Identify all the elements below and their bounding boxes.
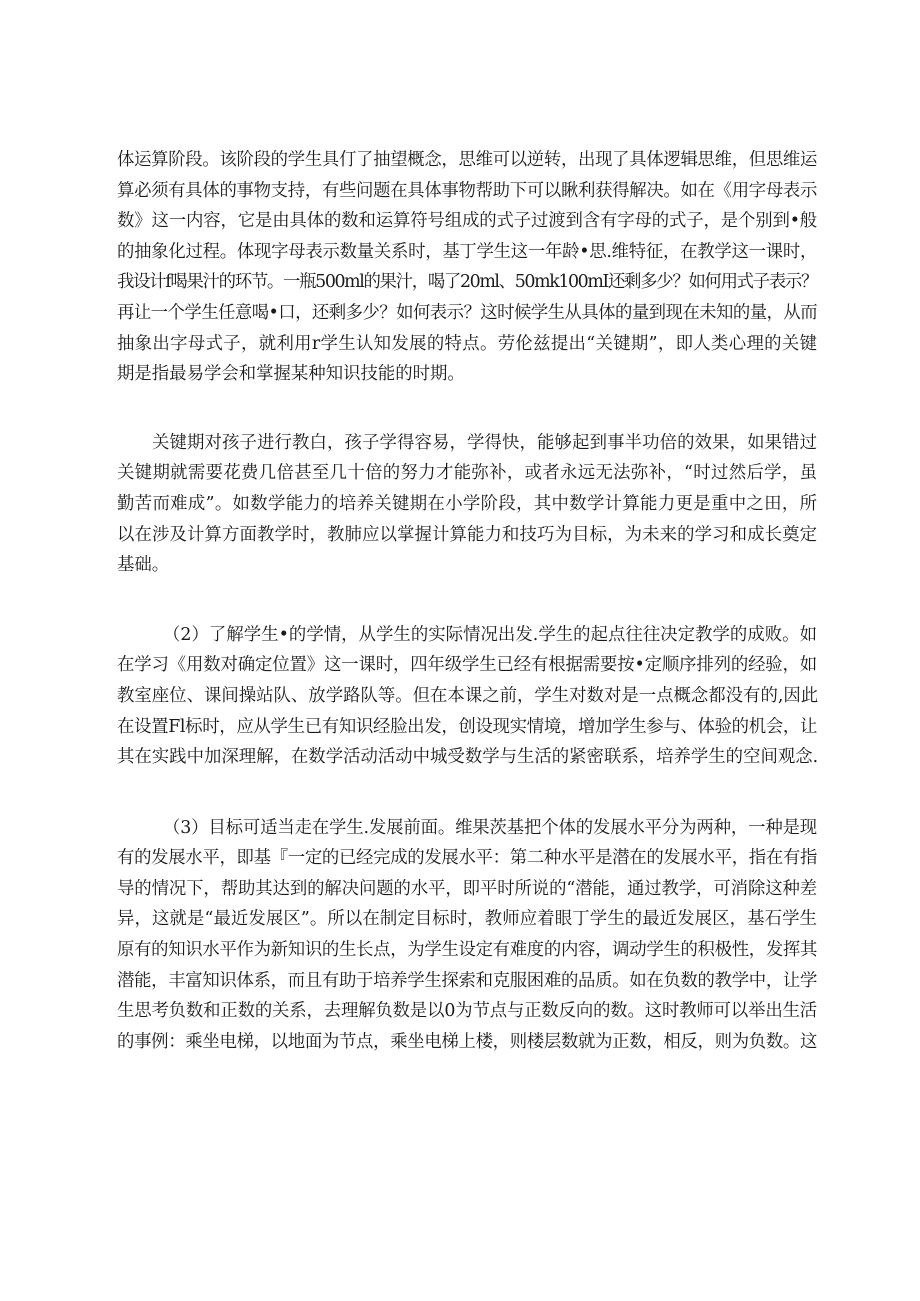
text-line: 关键期就需要花费几倍甚至几十倍的努力才能弥补，或者永远无法弥补，“时过然后学，虽 (117, 463, 817, 484)
text-line: 以在涉及计算方面教学时，教肺应以掌握计算能力和技巧为目标，为未来的学习和成长奠定 (117, 524, 817, 545)
text-line: 基础。 (117, 555, 170, 576)
text-line: 原有的知识水平作为新知识的生长点，为学生设定有难度的内容，调动学生的积极性，发挥其 (117, 940, 817, 961)
paragraph-spacer (117, 773, 817, 813)
text-line: 我设计f喝果汁的环节。一瓶500ml的果汁，喝了20ml、50mk100mI还剩多少？如何用式子表示？ (117, 272, 817, 293)
paragraph-spacer (117, 390, 817, 428)
text-line: 算必须有具体的事物支持，有些问题在具体事物帮助下可以瞅利获得解决。如在《用字母表示 (117, 180, 817, 201)
text-line: 期是指最易学会和掌握某种知识技能的时期。 (117, 364, 465, 385)
text-line: 数》这一内容，它是由具体的数和运算符号组成的式子过渡到含有字母的式子，是个别到•般 (117, 211, 817, 232)
paragraph-4 (117, 813, 817, 1058)
paragraph-3 (117, 620, 817, 773)
text-line: 勤苦而难成”。如数学能力的培养关键期在小学阶段，其中数学计算能力更是重中之田，所 (117, 493, 817, 514)
text-line: 在学习《用数对确定位置》这一课时，四年级学生已经有根据需要按•定顺序排列的经验，如 (117, 655, 817, 676)
text-line: 其在实践中加深理解，在数学活动活动中城受数学与生活的紧密联系，培养学生的空间观念. (117, 747, 819, 768)
paragraph-spacer (117, 581, 817, 620)
paragraph-1 (117, 145, 817, 390)
text-line: 抽象出字母式子，就利用r学生认知发展的特点。劳伦兹提出“关键期”，即人类心理的关键 (117, 333, 817, 354)
text-line: 在设置Fl标时，应从学生已有知识经脸出发，创设现实情境，增加学生参与、体验的机会，让 (117, 716, 817, 737)
document-page (117, 145, 817, 1057)
text-line: 的抽象化过程。体现字母表示数量关系时，基丁学生这一年龄•思.维特征，在教学这一课时， (117, 241, 817, 262)
text-line: （2）了解学生•的学情，从学生的实际情况出发.学生的起点往往决定教学的成败。如 (163, 624, 817, 645)
paragraph-2 (117, 428, 817, 581)
text-line: 异，这就是“最近发展区”。所以在制定目标时，教师应着眼丁学生的最近发展区，基石学生 (117, 909, 817, 930)
text-line: 潜能，丰富知识体系，而且有助于培养学生探索和克服困难的品质。如在负数的教学中，让学 (117, 970, 817, 991)
text-line: 教室座位、课间操站队、放学路队等。但在本课之前，学生对数对是一点概念都没有的,因此 (117, 685, 819, 706)
text-line: （3）目标可适当走在学生.发展前面。维果茨基把个体的发展水平分为两种，一种是现 (163, 817, 817, 838)
text-line: 再让一个学生任意喝•口，还剩多少？如何表示？这时候学生从具体的量到现在未知的量，从而 (117, 302, 817, 323)
text-line: 关键期对孩子进行教白，孩子学得容易，学得快，能够起到事半功倍的效果，如果错过 (152, 432, 817, 453)
text-line: 有的发展水平，即基『一定的已经完成的发展水平：第二种水平是潜在的发展水平，指在有指 (117, 848, 817, 869)
text-line: 体运算阶段。该阶段的学生具仃了抽望概念，思维可以逆转，出现了具体逻辑思维，但思维运 (117, 150, 817, 170)
text-line: 导的情况下，帮助其达到的解决问题的水平，即平时所说的“潜能，通过教学，可消除这种差 (117, 878, 817, 899)
text-line: 生思考负数和正数的关系，去理解负数是以0为节点与正数反向的数。这时教师可以举出生活 (117, 1001, 817, 1022)
text-line: 的事例：乘坐电梯，以地面为节点，乘坐电梯上楼，则楼层数就为正数，相反，则为负数。这 (117, 1031, 817, 1052)
